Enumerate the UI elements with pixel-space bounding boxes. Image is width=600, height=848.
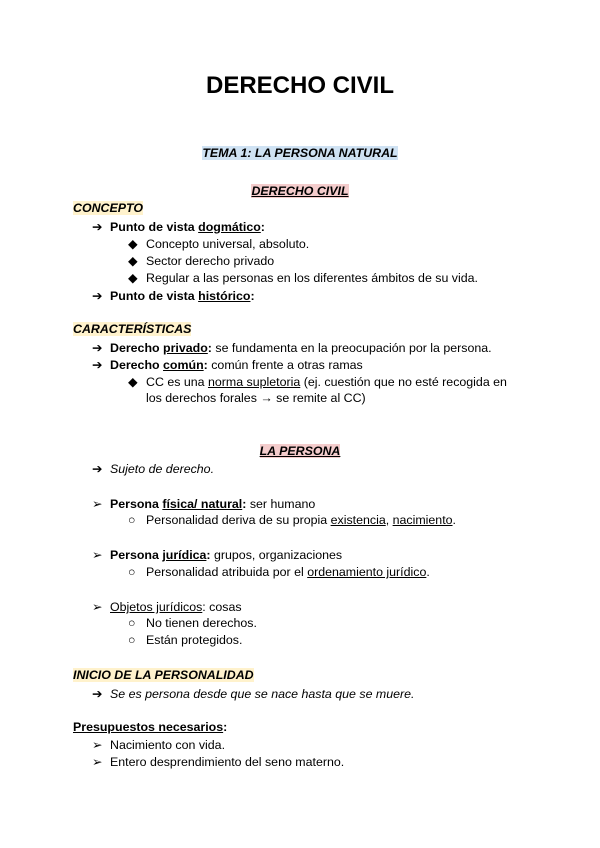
list-item: ➔ Derecho común: común frente a otras ramas: [92, 358, 363, 372]
inicio-heading: INICIO DE LA PERSONALIDAD: [73, 668, 254, 682]
list-item: ➢ Persona jurídica: grupos, organizaciones: [92, 548, 343, 562]
list-item: ➢ Nacimiento con vida.: [92, 738, 226, 752]
diamond-icon: ◆: [128, 271, 138, 285]
chevron-icon: ➢: [92, 497, 103, 511]
arrow-icon: ➔: [92, 687, 103, 701]
chevron-icon: ➢: [92, 600, 103, 614]
chevron-icon: ➢: [92, 755, 103, 769]
arrow-icon: ➔: [92, 462, 103, 476]
diamond-icon: ◆: [128, 237, 138, 251]
list-item: ○ Personalidad deriva de su propia existencia, nacimiento.: [128, 513, 456, 527]
list-item: ➔ Punto de vista dogmático:: [92, 220, 265, 234]
chevron-icon: ➢: [92, 548, 103, 562]
diamond-icon: ◆: [128, 375, 138, 389]
list-item: ◆ CC es una norma supletoria (ej. cuestión que no esté recogida en: [128, 375, 507, 389]
list-item: ○ Personalidad atribuida por el ordenamiento jurídico.: [128, 565, 430, 579]
arrow-icon: ➔: [92, 220, 103, 234]
tema-heading: TEMA 1: LA PERSONA NATURAL: [202, 146, 398, 160]
list-item: ◆ Concepto universal, absoluto.: [128, 237, 310, 251]
circle-icon: ○: [128, 565, 136, 579]
list-item: ➢ Objetos jurídicos: cosas: [92, 600, 242, 614]
list-item: ○ No tienen derechos.: [128, 616, 257, 630]
arrow-icon: ➔: [92, 341, 103, 355]
list-item: ○ Están protegidos.: [128, 633, 243, 647]
presupuestos-heading: Presupuestos necesarios:: [73, 720, 228, 734]
page-title: DERECHO CIVIL: [205, 72, 394, 99]
caracteristicas-heading: CARACTERÍSTICAS: [73, 322, 192, 336]
chevron-icon: ➢: [92, 738, 103, 752]
concepto-heading: CONCEPTO: [73, 201, 143, 215]
list-item: ➔ Sujeto de derecho.: [92, 462, 215, 476]
list-item: ➔ Se es persona desde que se nace hasta que se muere.: [92, 687, 415, 701]
arrow-icon: ➔: [92, 358, 103, 372]
list-item: ➔ Punto de vista histórico:: [92, 289, 255, 303]
circle-icon: ○: [128, 616, 136, 630]
list-item: ◆ Regular a las personas en los diferentes ámbitos de su vida.: [128, 271, 478, 285]
section-la-persona: LA PERSONA: [259, 444, 341, 458]
list-item: ➢ Entero desprendimiento del seno materno.: [92, 755, 345, 769]
list-item-continuation: los derechos forales → se remite al CC): [146, 391, 366, 405]
diamond-icon: ◆: [128, 254, 138, 268]
list-item: ➢ Persona física/ natural: ser humano: [92, 497, 316, 511]
arrow-icon: ➔: [92, 289, 103, 303]
section-derecho-civil: DERECHO CIVIL: [251, 184, 349, 198]
list-item: ➔ Derecho privado: se fundamenta en la preocupación por la persona.: [92, 341, 492, 355]
circle-icon: ○: [128, 633, 136, 647]
list-item: ◆ Sector derecho privado: [128, 254, 275, 268]
circle-icon: ○: [128, 513, 136, 527]
